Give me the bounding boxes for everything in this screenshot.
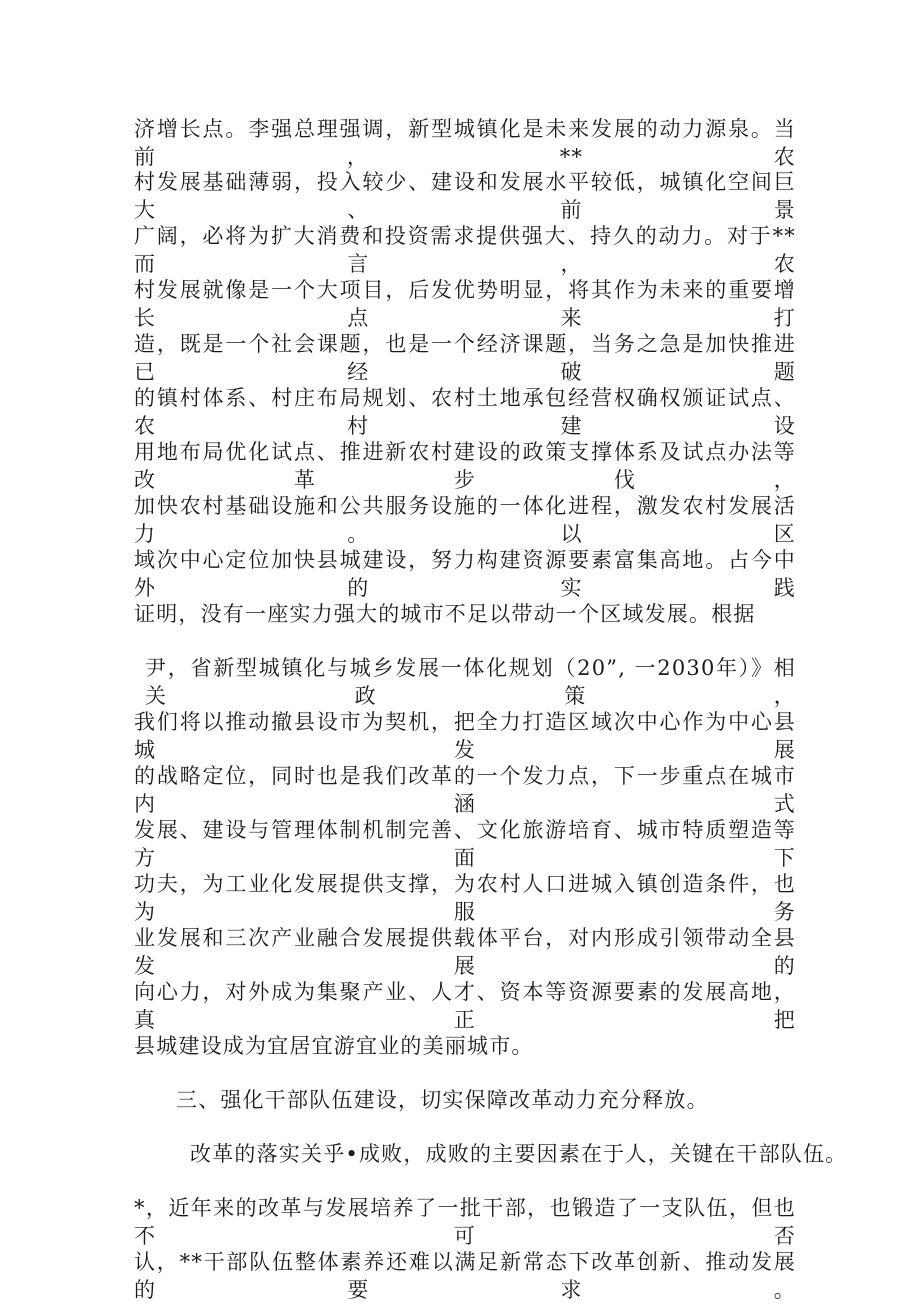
paragraph-line: 认，**干部队伍整体素养还难以满足新常态下改革创新、推动发展的要求。 xyxy=(134,1250,796,1302)
paragraph-line: 尹，省新型城镇化与城乡发展一体化规划（20”, 一2030年）》相关政策， xyxy=(145,656,796,708)
paragraph-line: 用地布局优化试点、推进新农村建设的政策支撑体系及试点办法等改革步伐， xyxy=(134,440,796,492)
paragraph-line: 广阔，必将为扩大消费和投资需求提供强大、持久的动力。对于**而言，农 xyxy=(134,224,796,276)
paragraph-line: 县城建设成为宜居宜游宜业的美丽城市。 xyxy=(134,1034,534,1058)
section-heading: 三、强化干部队伍建设，切实保障改革动力充分释放。 xyxy=(176,1088,709,1112)
paragraph-line: 我们将以推动撤县设市为契机，把全力打造区域次中心作为中心县城发展 xyxy=(134,710,796,762)
paragraph-line: *，近年来的改革与发展培养了一批干部，也锻造了一支队伍，但也不可否 xyxy=(134,1196,796,1248)
paragraph-line: 村发展就像是一个大项目，后发优势明显，将其作为未来的重要增长点来打 xyxy=(134,278,796,330)
paragraph-line: 的镇村体系、村庄布局规划、农村土地承包经营权确权颁证试点、农村建设 xyxy=(134,386,796,438)
paragraph-line: 向心力，对外成为集聚产业、人才、资本等资源要素的发展高地，真正把 xyxy=(134,980,796,1032)
paragraph-line: 济增长点。李强总理强调，新型城镇化是未来发展的动力源泉。当前，**农 xyxy=(134,117,796,169)
paragraph-line: 发展、建设与管理体制机制完善、文化旅游培育、城市特质塑造等方面下 xyxy=(134,818,796,870)
paragraph-line: 业发展和三次产业融合发展提供载体平台，对内形成引领带动全县发展的 xyxy=(134,926,796,978)
paragraph-line: 造，既是一个社会课题，也是一个经济课题，当务之急是加快推进已经破题 xyxy=(134,332,796,384)
paragraph-line: 域次中心定位加快县城建设，努力构建资源要素富集高地。占今中外的实践 xyxy=(134,548,796,600)
paragraph-line: 改革的落实关乎•成败，成败的主要因素在于人，关键在干部队伍。 xyxy=(190,1142,848,1166)
paragraph-line: 村发展基础薄弱，投入较少、建设和发展水平较低，城镇化空间巨大、前景 xyxy=(134,170,796,222)
paragraph-line: 加快农村基础设施和公共服务设施的一体化进程，激发农村发展活力。以区 xyxy=(134,494,796,546)
paragraph-line: 的战略定位，同时也是我们改革的一个发力点，下一步重点在城市内涵式 xyxy=(134,764,796,816)
paragraph-line: 证明，没有一座实力强大的城市不足以带动一个区域发展。根据 xyxy=(134,602,756,626)
paragraph-line: 功夫，为工业化发展提供支撑，为农村人口进城入镇创造条件，也为服务 xyxy=(134,872,796,924)
